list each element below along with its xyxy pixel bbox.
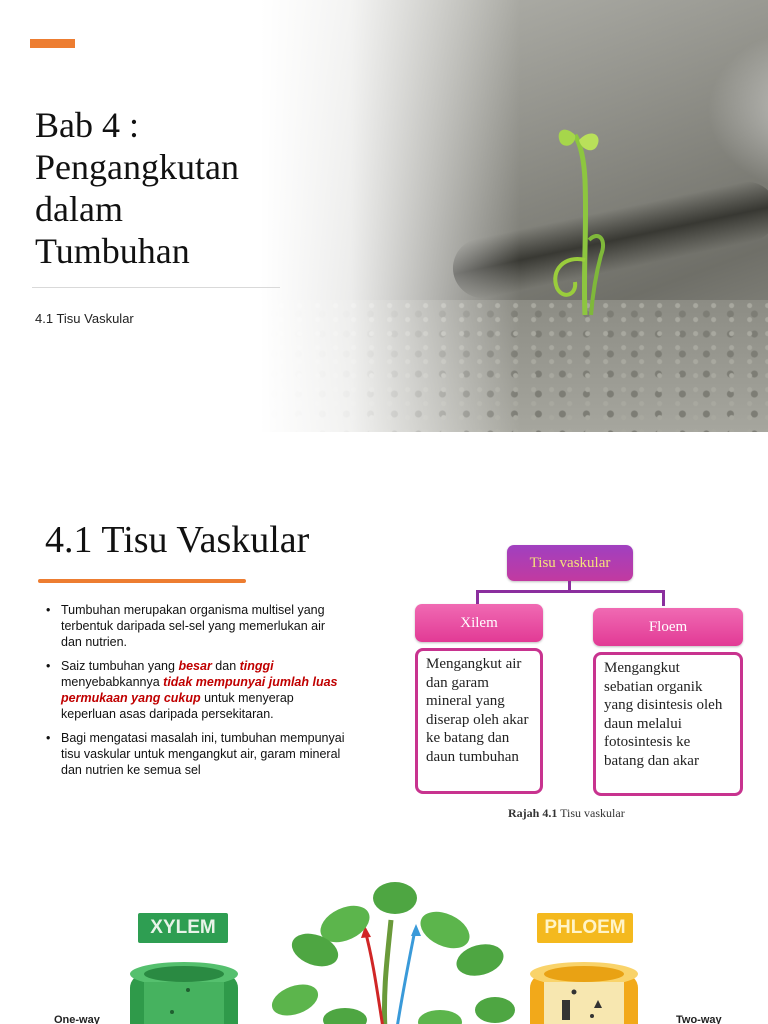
bullet-text: Saiz tumbuhan yang — [61, 659, 179, 673]
xylem-node: Xilem — [415, 604, 543, 642]
bullet-text: untuk menyerap keperluan asas daripada persekitaran. — [61, 691, 294, 721]
floem-description: Mengangkut sebatian organik yang disintesis oleh daun melalui fotosintesis ke batang dan akar — [593, 652, 743, 796]
bullet-item — [46, 730, 346, 778]
seedling-photo — [260, 0, 768, 432]
root-node: Tisu vaskular — [507, 545, 633, 581]
bullet-text: dan — [211, 659, 240, 673]
section-title: 4.1 Tisu Vaskular — [45, 519, 310, 561]
slide-subtitle: 4.1 Tisu Vaskular — [35, 311, 134, 326]
title-slide — [0, 0, 768, 432]
slide-title: Bab 4 : Pengangkutan dalam Tumbuhan — [35, 105, 239, 271]
xylem-tube-icon — [128, 960, 240, 1024]
one-way-label: One-way — [54, 1014, 100, 1024]
bullet-text: Bagi mengatasi masalah ini, tumbuhan mempunyai tisu vaskular untuk mengangkut air, garam mineral dan nutrien ke semua sel — [61, 731, 345, 777]
divider — [32, 287, 280, 288]
highlighted-text: tinggi — [239, 659, 274, 673]
xylem-badge: XYLEM — [138, 913, 228, 943]
two-way-label: Two-way — [676, 1014, 722, 1024]
xylem-description: Mengangkut air dan garam mineral yang diserap oleh akar ke batang dan daun tumbuhan — [415, 648, 543, 794]
accent-bar — [30, 39, 75, 48]
phloem-badge: PHLOEM — [537, 913, 633, 943]
bullet-item — [46, 602, 346, 650]
bullet-list — [46, 602, 346, 786]
phloem-tube-icon — [528, 960, 640, 1024]
seedling-sprout-icon — [535, 120, 625, 320]
title-underline — [38, 579, 246, 583]
connector — [476, 590, 664, 593]
connector — [662, 590, 665, 606]
photo-fade — [260, 0, 520, 432]
plant-illustration-icon — [265, 880, 515, 1024]
connector — [476, 590, 479, 604]
highlighted-text: besar — [178, 659, 212, 673]
highlighted-text: tidak mempunyai jumlah luas permukaan yang cukup — [61, 675, 338, 705]
bullet-text: Tumbuhan merupakan organisma multisel yang terbentuk daripada sel-sel yang memerlukan air dan nutrien. — [61, 603, 326, 649]
vascular-tissue-diagram — [410, 542, 750, 832]
bullet-text: menyebabkannya — [61, 675, 164, 689]
figure-caption: Rajah 4.1 Tisu vaskular — [508, 806, 625, 820]
xylem-phloem-slide — [0, 860, 768, 1024]
content-slide — [0, 458, 768, 834]
floem-node: Floem — [593, 608, 743, 646]
bullet-item — [46, 658, 346, 722]
